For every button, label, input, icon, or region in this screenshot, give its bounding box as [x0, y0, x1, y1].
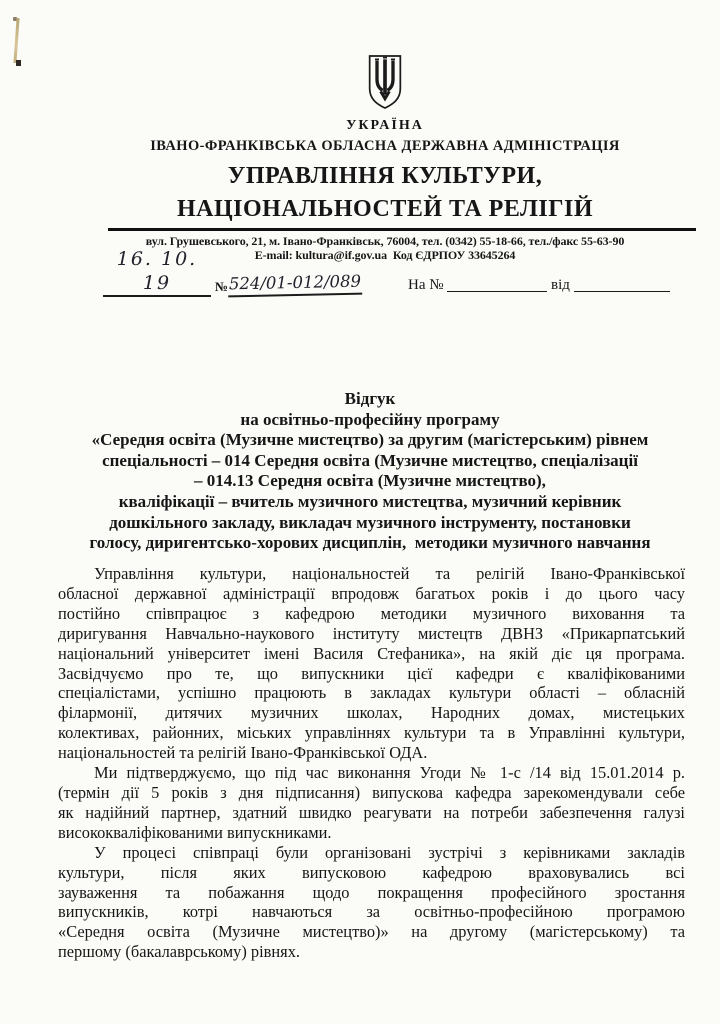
- title-line: спеціальності – 014 Середня освіта (Музичне мистецтво, спеціалізації: [102, 450, 638, 470]
- country-name: УКРАЇНА: [346, 118, 424, 133]
- text-line: обласної державної адміністрації впродовж багатьох років і до цього часу: [58, 583, 685, 603]
- letterhead: [50, 54, 720, 223]
- staple-line: [13, 18, 19, 63]
- reply-number-blank-line: [447, 290, 547, 292]
- text-line: випускників, котрі навчаються за освітньо-професійною програмою: [58, 902, 685, 922]
- paragraph-1: [58, 564, 685, 763]
- document-title: [55, 389, 685, 554]
- text-line: першому (бакалаврському) рівнях.: [58, 942, 300, 962]
- paragraph-2: [58, 763, 685, 843]
- administration-name: ІВАНО-ФРАНКІВСЬКА ОБЛАСНА ДЕРЖАВНА АДМІНІСТРАЦІЯ: [150, 138, 620, 154]
- reply-number-label: На №: [408, 277, 444, 293]
- header-divider: [108, 228, 696, 231]
- text-line: Управління культури, національностей та релігій Івано-Франківської: [94, 564, 685, 583]
- number-sign: №: [215, 279, 229, 294]
- text-line: філармонії, дитячих музичних школах, Народних домах, мистецьких: [58, 703, 685, 723]
- text-line: колективах, районних, міських управліннях культури та в Управлінні культури,: [58, 723, 685, 743]
- title-line: – 014.13 Середня освіта (Музичне мистецтво),: [194, 471, 546, 491]
- title-line: Відгук: [344, 389, 396, 408]
- department-name-line2: НАЦІОНАЛЬНОСТЕЙ ТА РЕЛІГІЙ: [176, 196, 594, 222]
- text-line: Засвідчуємо про те, що випускники цієї кафедри є кваліфікованими: [58, 663, 685, 683]
- text-line: Ми підтверджуємо, що під час виконання Угоди № 1-с /14 від 15.01.2014 р.: [94, 763, 685, 783]
- staple-mark: [11, 15, 23, 69]
- text-line: висококваліфікованими випускниками.: [58, 822, 332, 842]
- paragraph-3: [58, 843, 685, 962]
- text-line: спеціалістами, успішно працюють в закладах культури області – обласній: [58, 683, 685, 703]
- handwritten-outgoing-number: 524/01-012/089: [228, 271, 362, 298]
- reply-date-label: від: [551, 277, 570, 293]
- address-line: вул. Грушевського, 21, м. Івано-Франківськ, 76004, тел. (0342) 55-18-66, тел./факс 55-63-90: [145, 234, 625, 248]
- handwritten-date: 16. 10. 19: [103, 247, 211, 297]
- text-line: національностей та релігій Івано-Франківської ОДА.: [58, 743, 428, 763]
- text-line: як надійний партнер, здатний швидко реагувати на потреби забезпечення галузі: [58, 802, 685, 822]
- text-line: (термін дії 5 років з дня підписання) випускова кафедра зарекомендували себе: [58, 782, 685, 802]
- ukraine-trident-emblem: [365, 54, 405, 110]
- document-body: [58, 564, 685, 962]
- title-line: дошкільного закладу, викладач музичного інструменту, постановки: [109, 512, 631, 532]
- text-line: «Середня освіта (Музичне мистецтво)» на другому (магістерському) та: [58, 922, 685, 942]
- text-line: національний університет імені Василя Стефаника», на якій діє ця програма.: [58, 643, 685, 663]
- title-line: на освітньо-професійну програму: [240, 409, 500, 429]
- text-line: диригування Навчально-наукового інституту мистецтв ДВНЗ «Прикарпатський: [58, 623, 685, 643]
- reply-date-blank-line: [574, 290, 670, 292]
- text-line: У процесі співпраці були організовані зустрічі з керівниками закладів: [94, 842, 685, 862]
- text-line: культури, після яких випусковою кафедрою враховувались всі: [58, 862, 685, 882]
- text-line: постійно співпрацює з кафедрою методики музичного виховання та: [58, 603, 685, 623]
- title-line: «Середня освіта (Музичне мистецтво) за другим (магістерським) рівнем: [91, 430, 649, 450]
- staple-bottom-dot: [16, 60, 21, 66]
- title-line: кваліфікації – вчитель музичного мистецтва, музичний керівник: [118, 491, 622, 511]
- text-line: зауваження та побажання щодо покращення професійного зростання: [58, 882, 685, 902]
- email-edrpou-line: E-mail: kultura@if.gov.ua Код ЄДРПОУ 33645264: [254, 247, 516, 262]
- department-name-line1: УПРАВЛІННЯ КУЛЬТУРИ,: [227, 163, 543, 189]
- title-line: голосу, диригентсько-хорових дисциплін, методики музичного навчання: [89, 533, 651, 553]
